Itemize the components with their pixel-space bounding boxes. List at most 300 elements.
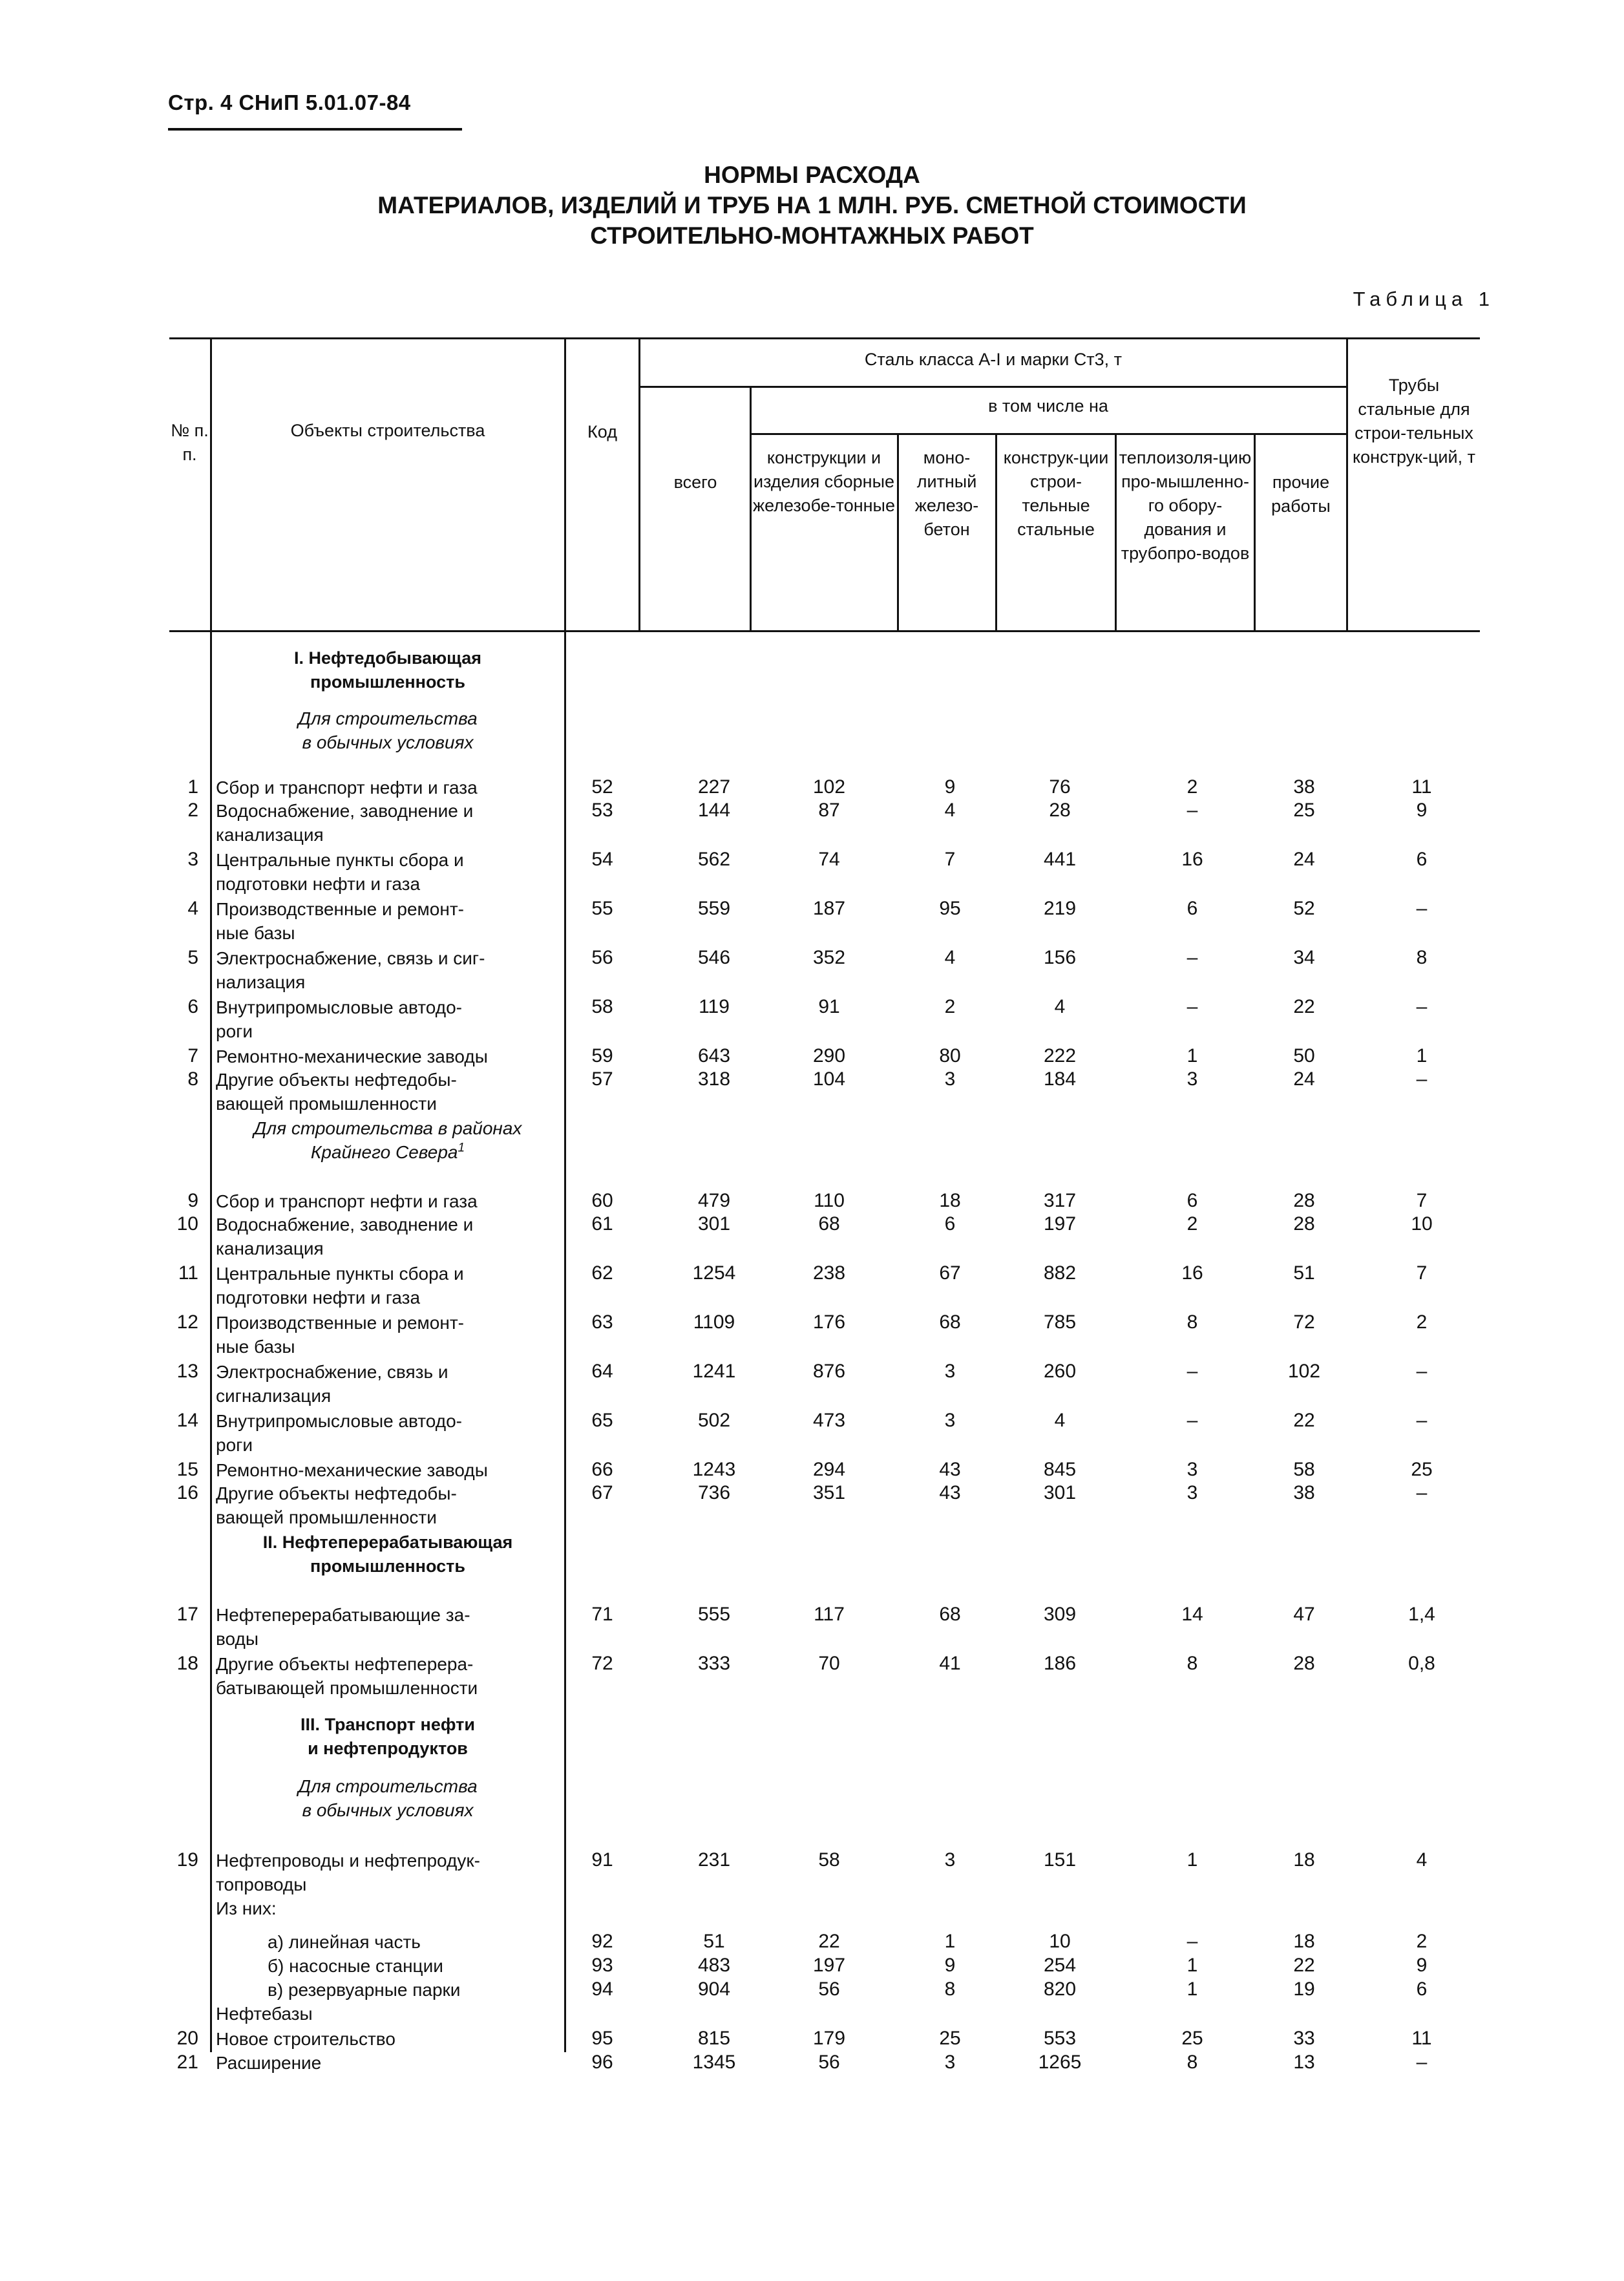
table-row-23-total: 815 — [697, 2028, 731, 2049]
subsection-ordinary-2-line-1: Для строительства — [298, 1776, 478, 1796]
table-row-8-precast: 104 — [812, 1068, 846, 1090]
table-row-5-other: 34 — [1293, 947, 1315, 968]
table-row-10-object-line-2: канализация — [216, 1238, 324, 1258]
table-row-21-object-line-1: б) насосные станции — [268, 1956, 443, 1976]
table-row-24-steel-struct: 1265 — [1038, 2052, 1082, 2073]
table-row-17-precast: 117 — [814, 1604, 845, 1625]
table-row-4-insulation: 6 — [1186, 898, 1198, 919]
subsection-ordinary-2-line-2: в обычных условиях — [302, 1800, 474, 1820]
table-row-15-monolithic: 43 — [939, 1459, 961, 1480]
table-row-18-precast: 70 — [818, 1653, 840, 1674]
table-row-2-object-line-2: канализация — [216, 825, 324, 845]
table-row-3-monolithic: 7 — [944, 849, 956, 870]
table-row-19-insulation: 1 — [1186, 1849, 1198, 1871]
table-row-11-total: 1254 — [692, 1262, 736, 1284]
table-row-2-pipes: 9 — [1416, 800, 1428, 821]
table-row-2-monolithic: 4 — [944, 800, 956, 821]
table-row-17-other: 47 — [1293, 1604, 1315, 1625]
table-row-24-monolithic: 3 — [944, 2052, 956, 2073]
table-row-9-total: 479 — [697, 1190, 731, 1211]
table-row-7-precast: 290 — [812, 1045, 846, 1066]
table-row-7-steel-struct: 222 — [1043, 1045, 1077, 1066]
table-row-2-precast: 87 — [818, 800, 840, 821]
col-code-header: Код — [587, 422, 617, 441]
table-row-13-object-line-2: сигнализация — [216, 1386, 332, 1406]
table-row-1-num: 1 — [187, 776, 198, 798]
table-row-4-pipes: – — [1416, 898, 1428, 919]
table-row-1-precast: 102 — [812, 776, 846, 798]
table-row-14-total: 502 — [697, 1410, 731, 1431]
section-3-line-1: III. Транспорт нефти — [301, 1715, 475, 1734]
table-row-19-monolithic: 3 — [944, 1849, 956, 1871]
table-row-8-object-line-1: Другие объекты нефтедобы- — [216, 1070, 457, 1090]
table-row-9-num: 9 — [187, 1190, 198, 1211]
table-row-6-monolithic: 2 — [944, 996, 956, 1017]
table-row-17-total: 555 — [697, 1604, 731, 1625]
table-row-19-num: 19 — [176, 1849, 198, 1871]
table-row-22-steel-struct: 820 — [1043, 1979, 1077, 2000]
table-row-5-pipes: 8 — [1416, 947, 1428, 968]
table-row-22-other: 19 — [1293, 1979, 1315, 2000]
table-row-1-code: 52 — [591, 776, 613, 798]
header-vline-1 — [210, 337, 212, 630]
table-row-18-steel-struct: 186 — [1043, 1653, 1077, 1674]
table-row-14-steel-struct: 4 — [1054, 1410, 1066, 1431]
table-row-23-object-line-1: Новое строительство — [216, 2029, 395, 2049]
table-row-8-total: 318 — [697, 1068, 731, 1090]
title-line-3: СТРОИТЕЛЬНО-МОНТАЖНЫХ РАБОТ — [590, 222, 1034, 249]
table-row-1-pipes: 11 — [1411, 776, 1432, 798]
header-vline-9 — [1346, 337, 1348, 630]
page-header — [168, 90, 465, 131]
table-row-9-insulation: 6 — [1186, 1190, 1198, 1211]
table-row-16-other: 38 — [1293, 1482, 1315, 1503]
table-row-19-pipes: 4 — [1416, 1849, 1428, 1871]
table-row-10-other: 28 — [1293, 1213, 1315, 1235]
section-3-line-2: и нефтепродуктов — [308, 1739, 468, 1758]
table-row-11-monolithic: 67 — [939, 1262, 961, 1284]
table-row-16-object-line-1: Другие объекты нефтедобы- — [216, 1483, 457, 1503]
table-row-13-monolithic: 3 — [944, 1361, 956, 1382]
table-row-15-insulation: 3 — [1186, 1459, 1198, 1480]
table-row-21-monolithic: 9 — [944, 1955, 956, 1976]
col-precast-header: конструкции и изделия сборные железобе-тонные — [753, 448, 895, 515]
table-row-14-object-line-2: роги — [216, 1435, 253, 1455]
table-top-rule — [169, 337, 1480, 339]
table-row-10-insulation: 2 — [1186, 1213, 1198, 1235]
table-row-12-pipes: 2 — [1416, 1311, 1428, 1333]
table-row-15-steel-struct: 845 — [1043, 1459, 1077, 1480]
table-row-7-object-line-1: Ремонтно-механические заводы — [216, 1046, 488, 1066]
table-row-3-object-line-2: подготовки нефти и газа — [216, 874, 421, 894]
table-row-11-precast: 238 — [812, 1262, 846, 1284]
table-row-18-pipes: 0,8 — [1408, 1653, 1435, 1674]
table-row-20-steel-struct: 10 — [1049, 1931, 1071, 1952]
table-row-19-object-line-1: Нефтепроводы и нефтепродук- — [216, 1851, 480, 1871]
table-row-22-precast: 56 — [818, 1979, 840, 2000]
col-monolithic-header: моно-литный железо-бетон — [914, 448, 979, 539]
table-caption: Таблица 1 — [1353, 288, 1495, 310]
table-row-22-pipes: 6 — [1416, 1979, 1428, 2000]
table-row-8-num: 8 — [187, 1068, 198, 1090]
table-row-18-object-line-2: батывающей промышленности — [216, 1678, 478, 1698]
table-row-7-insulation: 1 — [1186, 1045, 1198, 1066]
table-row-10-code: 61 — [591, 1213, 613, 1235]
table-row-7-pipes: 1 — [1416, 1045, 1428, 1066]
title-line-1: НОРМЫ РАСХОДА — [704, 162, 920, 188]
header-vline-2 — [564, 337, 566, 630]
table-row-6-pipes: – — [1416, 996, 1428, 1017]
table-row-16-steel-struct: 301 — [1043, 1482, 1077, 1503]
table-row-15-num: 15 — [176, 1459, 198, 1480]
table-row-6-insulation: – — [1186, 996, 1198, 1017]
incl-group-rule — [751, 433, 1346, 435]
table-row-1-total: 227 — [697, 776, 731, 798]
header-vline-3 — [638, 337, 640, 630]
table-row-3-pipes: 6 — [1416, 849, 1428, 870]
table-row-22-object-line-1: в) резервуарные парки — [268, 1980, 461, 2000]
table-row-3-precast: 74 — [818, 849, 840, 870]
table-row-21-precast: 197 — [812, 1955, 846, 1976]
table-row-12-object-line-1: Производственные и ремонт- — [216, 1313, 464, 1333]
table-row-20-total: 51 — [703, 1931, 725, 1952]
table-row-11-code: 62 — [591, 1262, 613, 1284]
table-row-3-num: 3 — [187, 849, 198, 870]
col-insulation-header: теплоизоля-цию про-мышленно-го обору-дования и трубопро-водов — [1119, 448, 1252, 563]
table-row-13-precast: 876 — [812, 1361, 846, 1382]
table-row-22-insulation: 1 — [1186, 1979, 1198, 2000]
table-row-11-num: 11 — [178, 1262, 198, 1284]
table-row-5-object-line-1: Электроснабжение, связь и сиг- — [216, 948, 485, 968]
table-row-9-other: 28 — [1293, 1190, 1315, 1211]
table-row-12-steel-struct: 785 — [1043, 1311, 1077, 1333]
table-row-18-other: 28 — [1293, 1653, 1315, 1674]
table-row-10-pipes: 10 — [1411, 1213, 1433, 1235]
table-row-21-code: 93 — [591, 1955, 613, 1976]
table-row-6-total: 119 — [699, 996, 730, 1017]
table-row-16-insulation: 3 — [1186, 1482, 1198, 1503]
table-row-20-pipes: 2 — [1416, 1931, 1428, 1952]
table-row-21-pipes: 9 — [1416, 1955, 1428, 1976]
col-steel-group-header: Сталь класса А-I и марки Ст3, т — [864, 350, 1123, 369]
header-vline-5 — [897, 433, 899, 630]
table-row-17-object-line-1: Нефтеперерабатывающие за- — [216, 1605, 470, 1625]
table-row-9-code: 60 — [591, 1190, 613, 1211]
subsection-ordinary-1-line-2: в обычных условиях — [302, 732, 474, 752]
table-row-3-total: 562 — [697, 849, 731, 870]
table-row-16-object-line-2: вающей промышленности — [216, 1507, 437, 1527]
subsection-north-line-1: Для строительства в районах — [253, 1118, 522, 1138]
table-row-6-precast: 91 — [818, 996, 840, 1017]
table-row-16-precast: 351 — [812, 1482, 846, 1503]
table-row-3-code: 54 — [591, 849, 613, 870]
table-row-19-precast: 58 — [818, 1849, 840, 1871]
table-row-3-insulation: 16 — [1181, 849, 1203, 870]
table-row-7-total: 643 — [697, 1045, 731, 1066]
table-row-7-code: 59 — [591, 1045, 613, 1066]
table-row-24-other: 13 — [1293, 2052, 1315, 2073]
table-row-11-pipes: 7 — [1416, 1262, 1428, 1284]
section-1-line-1: I. Нефтедобывающая — [293, 648, 482, 668]
table-row-8-monolithic: 3 — [944, 1068, 956, 1090]
table-row-10-precast: 68 — [818, 1213, 840, 1235]
table-row-22-code: 94 — [591, 1979, 613, 2000]
title-line-2: МАТЕРИАЛОВ, ИЗДЕЛИЙ И ТРУБ НА 1 МЛН. РУБ. СМЕТНОЙ СТОИМОСТИ — [377, 192, 1247, 218]
table-row-23-code: 95 — [591, 2028, 613, 2049]
table-row-11-object-line-1: Центральные пункты сбора и — [216, 1264, 464, 1284]
table-row-12-object-line-2: ные базы — [216, 1337, 295, 1357]
table-row-2-code: 53 — [591, 800, 613, 821]
table-row-6-other: 22 — [1293, 996, 1315, 1017]
table-row-20-other: 18 — [1293, 1931, 1315, 1952]
header-vline-8 — [1254, 433, 1256, 630]
table-row-4-num: 4 — [187, 898, 198, 919]
table-row-13-num: 13 — [176, 1361, 198, 1382]
table-row-2-insulation: – — [1186, 800, 1198, 821]
table-row-20-monolithic: 1 — [944, 1931, 956, 1952]
table-row-9-steel-struct: 317 — [1043, 1190, 1077, 1211]
table-row-1-object-line-1: Сбор и транспорт нефти и газа — [216, 778, 478, 798]
table-row-5-num: 5 — [187, 947, 198, 968]
table-row-14-object-line-1: Внутрипромысловые автодо- — [216, 1411, 462, 1431]
table-row-22-object-line-2: Нефтебазы — [216, 2004, 313, 2024]
header-rule — [168, 128, 462, 131]
table-row-15-code: 66 — [591, 1459, 613, 1480]
table-row-19-steel-struct: 151 — [1043, 1849, 1077, 1871]
table-row-19-other: 18 — [1293, 1849, 1315, 1871]
table-row-11-other: 51 — [1293, 1262, 1315, 1284]
table-row-6-object-line-1: Внутрипромысловые автодо- — [216, 997, 462, 1017]
table-row-14-other: 22 — [1293, 1410, 1315, 1431]
table-row-12-insulation: 8 — [1186, 1311, 1198, 1333]
table-row-16-pipes: – — [1416, 1482, 1428, 1503]
col-object-header: Объекты строительства — [290, 421, 485, 440]
col-pipes-header: Трубы стальные для строи-тельных конструк-ций, т — [1353, 376, 1475, 467]
table-row-24-precast: 56 — [818, 2052, 840, 2073]
table-row-14-pipes: – — [1416, 1410, 1428, 1431]
section-2-line-2: промышленность — [310, 1556, 465, 1576]
table-row-23-precast: 179 — [812, 2028, 846, 2049]
table-row-9-pipes: 7 — [1416, 1190, 1428, 1211]
table-row-1-other: 38 — [1293, 776, 1315, 798]
table-row-12-total: 1109 — [693, 1311, 735, 1333]
table-row-4-object-line-2: ные базы — [216, 923, 295, 943]
col-total-header: всего — [673, 472, 717, 492]
table-row-2-other: 25 — [1293, 800, 1315, 821]
table-row-14-precast: 473 — [812, 1410, 846, 1431]
table-row-23-pipes: 11 — [1411, 2028, 1432, 2049]
table-row-17-steel-struct: 309 — [1043, 1604, 1077, 1625]
table-row-22-total: 904 — [697, 1979, 731, 2000]
table-row-13-insulation: – — [1186, 1361, 1198, 1382]
table-row-8-code: 57 — [591, 1068, 613, 1090]
table-row-5-code: 56 — [591, 947, 613, 968]
table-row-12-num: 12 — [176, 1311, 198, 1333]
table-row-4-code: 55 — [591, 898, 613, 919]
table-row-9-monolithic: 18 — [939, 1190, 961, 1211]
table-row-2-total: 144 — [697, 800, 731, 821]
table-row-17-num: 17 — [176, 1604, 198, 1625]
table-row-24-pipes: – — [1416, 2052, 1428, 2073]
table-row-6-code: 58 — [591, 996, 613, 1017]
table-row-3-object-line-1: Центральные пункты сбора и — [216, 850, 464, 870]
table-row-18-total: 333 — [697, 1653, 731, 1674]
table-row-13-other: 102 — [1287, 1361, 1321, 1382]
col-incl-group-header: в том числе на — [988, 396, 1108, 416]
table-row-20-object-line-1: а) линейная часть — [268, 1932, 421, 1952]
table-row-3-steel-struct: 441 — [1043, 849, 1077, 870]
table-row-5-total: 546 — [697, 947, 731, 968]
col-steel-struct-header: конструк-ции строи-тельные стальные — [1003, 448, 1109, 539]
table-row-8-other: 24 — [1293, 1068, 1315, 1090]
table-row-12-other: 72 — [1293, 1311, 1315, 1333]
table-row-24-total: 1345 — [692, 2052, 736, 2073]
table-row-18-insulation: 8 — [1186, 1653, 1198, 1674]
table-row-15-other: 58 — [1293, 1459, 1315, 1480]
table-row-6-object-line-2: роги — [216, 1021, 253, 1041]
table-row-18-monolithic: 41 — [939, 1653, 961, 1674]
table-row-19-object-line-2: топроводы — [216, 1874, 307, 1894]
table-row-4-object-line-1: Производственные и ремонт- — [216, 899, 464, 919]
table-row-1-insulation: 2 — [1186, 776, 1198, 798]
table-row-4-precast: 187 — [812, 898, 846, 919]
steel-group-rule — [640, 386, 1346, 388]
table-row-13-steel-struct: 260 — [1043, 1361, 1077, 1382]
header-bottom-rule — [169, 630, 1480, 632]
table-row-6-num: 6 — [187, 996, 198, 1017]
table-row-4-monolithic: 95 — [939, 898, 961, 919]
table-row-8-object-line-2: вающей промышленности — [216, 1094, 437, 1114]
table-row-20-code: 92 — [591, 1931, 613, 1952]
body-vline-1 — [210, 630, 212, 2052]
table-row-8-insulation: 3 — [1186, 1068, 1198, 1090]
table-row-8-steel-struct: 184 — [1043, 1068, 1077, 1090]
table-row-23-insulation: 25 — [1181, 2028, 1203, 2049]
table-row-16-code: 67 — [591, 1482, 613, 1503]
table-row-14-code: 65 — [591, 1410, 613, 1431]
table-row-17-object-line-2: воды — [216, 1629, 258, 1649]
table-row-22-monolithic: 8 — [944, 1979, 956, 2000]
table-row-1-steel-struct: 76 — [1049, 776, 1071, 798]
table-row-11-object-line-2: подготовки нефти и газа — [216, 1288, 421, 1308]
subsection-north-line-2: Крайнего Севера$^1$ — [310, 1141, 465, 1162]
table-row-16-monolithic: 43 — [939, 1482, 961, 1503]
table-row-15-precast: 294 — [812, 1459, 846, 1480]
table-row-11-steel-struct: 882 — [1043, 1262, 1077, 1284]
table-row-2-num: 2 — [187, 800, 198, 821]
table-row-17-code: 71 — [591, 1604, 613, 1625]
table-row-5-precast: 352 — [812, 947, 846, 968]
table-row-21-other: 22 — [1293, 1955, 1315, 1976]
table-row-24-object-line-1: Расширение — [216, 2053, 322, 2073]
table-row-23-monolithic: 25 — [939, 2028, 961, 2049]
table-row-5-steel-struct: 156 — [1043, 947, 1077, 968]
section-2-line-1: II. Нефтеперерабатывающая — [262, 1533, 513, 1552]
table-row-9-object-line-1: Сбор и транспорт нефти и газа — [216, 1191, 478, 1211]
table-row-10-monolithic: 6 — [944, 1213, 956, 1235]
header-vline-4 — [750, 386, 752, 630]
table-row-21-insulation: 1 — [1186, 1955, 1198, 1976]
header-vline-6 — [995, 433, 997, 630]
table-row-10-num: 10 — [176, 1213, 198, 1235]
table-row-23-num: 20 — [176, 2028, 198, 2049]
table-row-16-num: 16 — [176, 1482, 198, 1503]
table-row-20-insulation: – — [1186, 1931, 1198, 1952]
table-row-17-insulation: 14 — [1181, 1604, 1203, 1625]
table-row-6-steel-struct: 4 — [1054, 996, 1066, 1017]
body-vline-2 — [564, 630, 566, 2052]
table-row-5-insulation: – — [1186, 947, 1198, 968]
page-header-text: Стр. 4 СНиП 5.01.07-84 — [168, 90, 411, 114]
table-row-14-insulation: – — [1186, 1410, 1198, 1431]
table-row-13-code: 64 — [591, 1361, 613, 1382]
table-row-2-steel-struct: 28 — [1049, 800, 1071, 821]
table-row-16-total: 736 — [697, 1482, 731, 1503]
table-row-12-code: 63 — [591, 1311, 613, 1333]
table-row-24-insulation: 8 — [1186, 2052, 1198, 2073]
table-row-14-monolithic: 3 — [944, 1410, 956, 1431]
table-row-11-insulation: 16 — [1181, 1262, 1203, 1284]
table-row-15-object-line-1: Ремонтно-механические заводы — [216, 1460, 488, 1480]
table-row-18-object-line-1: Другие объекты нефтеперера- — [216, 1654, 474, 1674]
table-row-5-monolithic: 4 — [944, 947, 956, 968]
table-row-15-pipes: 25 — [1411, 1459, 1433, 1480]
table-row-24-num: 21 — [176, 2052, 198, 2073]
table-row-18-code: 72 — [591, 1653, 613, 1674]
table-row-9-precast: 110 — [814, 1190, 845, 1211]
table-row-7-num: 7 — [187, 1045, 198, 1066]
table-row-10-total: 301 — [697, 1213, 731, 1235]
table-row-17-monolithic: 68 — [939, 1604, 961, 1625]
table-row-19-object-line-3: Из них: — [216, 1898, 277, 1918]
table-row-21-steel-struct: 254 — [1043, 1955, 1077, 1976]
section-1-line-2: промышленность — [310, 672, 465, 692]
table-row-3-other: 24 — [1293, 849, 1315, 870]
table-row-13-object-line-1: Электроснабжение, связь и — [216, 1362, 448, 1382]
table-row-10-steel-struct: 197 — [1043, 1213, 1077, 1235]
table-row-15-total: 1243 — [692, 1459, 736, 1480]
table-row-23-other: 33 — [1293, 2028, 1315, 2049]
table-row-23-steel-struct: 553 — [1043, 2028, 1077, 2049]
table-row-2-object-line-1: Водоснабжение, заводнение и — [216, 801, 474, 821]
table-row-1-monolithic: 9 — [944, 776, 956, 798]
col-other-header: прочие работы — [1271, 472, 1331, 516]
table-row-7-monolithic: 80 — [939, 1045, 961, 1066]
table-row-18-num: 18 — [176, 1653, 198, 1674]
table-row-14-num: 14 — [176, 1410, 198, 1431]
table-row-19-code: 91 — [591, 1849, 613, 1871]
col-num-header: № п. п. — [171, 421, 209, 464]
table-row-13-pipes: – — [1416, 1361, 1428, 1382]
table-row-21-total: 483 — [697, 1955, 731, 1976]
table-row-4-other: 52 — [1293, 898, 1315, 919]
table-row-12-monolithic: 68 — [939, 1311, 961, 1333]
subsection-ordinary-1-line-1: Для строительства — [298, 708, 478, 728]
table-row-5-object-line-2: нализация — [216, 972, 306, 992]
table-row-10-object-line-1: Водоснабжение, заводнение и — [216, 1215, 474, 1235]
table-row-8-pipes: – — [1416, 1068, 1428, 1090]
table-row-20-precast: 22 — [818, 1931, 840, 1952]
table-row-19-total: 231 — [697, 1849, 731, 1871]
table-row-13-total: 1241 — [692, 1361, 736, 1382]
table-row-17-pipes: 1,4 — [1408, 1604, 1435, 1625]
header-vline-7 — [1115, 433, 1117, 630]
table-row-7-other: 50 — [1293, 1045, 1315, 1066]
table-row-24-code: 96 — [591, 2052, 613, 2073]
table-row-4-total: 559 — [697, 898, 731, 919]
table-row-4-steel-struct: 219 — [1043, 898, 1077, 919]
table-row-12-precast: 176 — [812, 1311, 846, 1333]
